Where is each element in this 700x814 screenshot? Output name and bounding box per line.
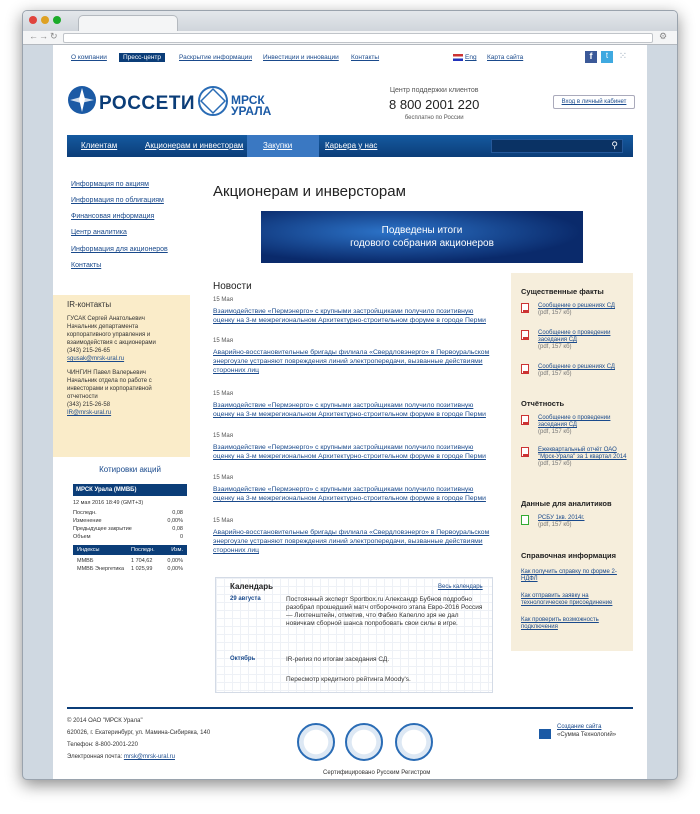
footer-contacts bbox=[67, 715, 210, 763]
grid-icon[interactable]: ⁙ bbox=[618, 51, 628, 62]
rosseti-wordmark: РОССЕТИ bbox=[99, 93, 196, 114]
topnav-press[interactable]: Пресс-центр bbox=[119, 53, 165, 62]
xls-icon bbox=[521, 515, 529, 525]
pdf-icon bbox=[521, 330, 529, 340]
calendar-date: Октябрь bbox=[230, 656, 256, 662]
news-link[interactable]: Взаимодействие «Пермэнерго» с крупными застройщиками получило позитивную оценку на 3-м межрегиональном Архитектурно-строительном форуме в городе Перми bbox=[213, 444, 486, 460]
certification-seal-icon bbox=[345, 723, 383, 761]
leftmenu-shares[interactable]: Информация по акциям bbox=[71, 181, 149, 188]
ir-title: IR-контакты bbox=[67, 300, 112, 309]
index-last: 1 025,99 bbox=[131, 566, 153, 572]
wrench-icon[interactable]: ⚙ bbox=[659, 31, 668, 41]
news-item bbox=[213, 391, 493, 419]
banner-line: годового собрания акционеров bbox=[350, 238, 494, 249]
mrsk-emblem-icon bbox=[193, 85, 233, 117]
news-date: 15 Мая bbox=[213, 518, 233, 524]
mrsk-logo[interactable] bbox=[193, 85, 288, 117]
quote-label: Изменение bbox=[73, 518, 102, 524]
ir-person1-name: ГУСАК Сергей Анатольевич bbox=[67, 316, 145, 322]
index-change: 0,00% bbox=[167, 558, 183, 564]
quote-value: 0,08 bbox=[172, 526, 183, 532]
facts-title: Существенные факты bbox=[521, 287, 604, 296]
doc-meta: (pdf, 157 кб) bbox=[538, 522, 572, 528]
twitter-icon[interactable]: t bbox=[601, 51, 613, 63]
doc-meta: (pdf, 157 кб) bbox=[538, 344, 572, 350]
doc-item bbox=[538, 330, 630, 351]
reference-link[interactable]: Как проверить возможность подключения bbox=[521, 617, 599, 630]
pdf-icon bbox=[521, 364, 529, 374]
back-arrow-icon[interactable]: ← bbox=[29, 31, 38, 41]
ir-person1-role: корпоративного управления и bbox=[67, 332, 151, 338]
nav-career[interactable]: Карьера у нас bbox=[325, 141, 378, 150]
minimize-window-icon[interactable] bbox=[41, 16, 49, 24]
doc-item bbox=[538, 303, 630, 317]
calendar-text: Постоянный эксперт Sportbox.ru Александр Бубнов подробно разобрал прошедший матч отборочного этапа Евро-2016 Россия — Лихтенштейн, отметив, что Фабио Капелло зря не дал новичкам сборной шанса попробовать свои силы в игре. bbox=[286, 596, 483, 627]
quote-label: Последн. bbox=[73, 510, 97, 516]
quote-label: Предыдущее закрытие bbox=[73, 526, 132, 532]
quote-value: 0,00% bbox=[167, 518, 183, 524]
ir-person2-role: инвесторами и корпоративной bbox=[67, 386, 152, 392]
doc-link[interactable]: РСБУ 1кв. 2014г. bbox=[538, 515, 585, 521]
page bbox=[23, 45, 678, 780]
doc-item bbox=[538, 415, 630, 436]
topnav-about[interactable]: О компании bbox=[71, 54, 107, 61]
calendar-text: IR-релиз по итогам заседания СД. bbox=[286, 656, 390, 663]
cabinet-button[interactable]: Вход в личный кабинет bbox=[553, 95, 635, 109]
reference-link[interactable]: Как отправить заявку на технологическое присоединение bbox=[521, 593, 613, 606]
doc-link[interactable]: Сообщение о решениях СД bbox=[538, 303, 615, 309]
leftmenu-analyst[interactable]: Центр аналитика bbox=[71, 229, 127, 236]
th-change: Изм. bbox=[171, 547, 183, 553]
search-icon[interactable]: ⚲ bbox=[611, 140, 618, 150]
calendar-date: 29 августа bbox=[230, 596, 261, 602]
doc-meta: (pdf, 157 кб) bbox=[538, 429, 572, 435]
index-name: ММВБ bbox=[77, 558, 94, 564]
news-date: 15 Мая bbox=[213, 475, 233, 481]
doc-item bbox=[538, 364, 630, 378]
doc-link[interactable]: Сообщение о проведении заседания СД bbox=[538, 415, 611, 428]
footer-phone: Телефон: 8-800-2001-220 bbox=[67, 742, 138, 748]
analysts-title: Данные для аналитиков bbox=[521, 499, 612, 508]
th-index: Индексы bbox=[77, 547, 100, 553]
news-item bbox=[213, 297, 493, 325]
banner-line: Подведены итоги bbox=[381, 225, 463, 236]
search-input[interactable] bbox=[491, 139, 623, 153]
ir-person2-role: отчетности bbox=[67, 394, 98, 400]
index-row bbox=[73, 558, 187, 566]
quote-row bbox=[73, 526, 187, 534]
main-nav bbox=[67, 135, 633, 157]
ir-contacts-box bbox=[53, 295, 190, 457]
reload-icon[interactable]: ↻ bbox=[50, 31, 58, 41]
leftmenu-contacts[interactable]: Контакты bbox=[71, 262, 102, 269]
quotes-index-header bbox=[73, 545, 187, 555]
ir-person2-email[interactable]: IR@mrsk-ural.ru bbox=[67, 410, 112, 416]
calendar-all-link[interactable]: Весь календарь bbox=[438, 584, 483, 590]
doc-meta: (pdf, 157 кб) bbox=[538, 371, 572, 377]
lang-link[interactable]: Eng bbox=[465, 54, 477, 61]
ir-person1-role: Начальник департамента bbox=[67, 324, 139, 330]
quote-value: 0,08 bbox=[172, 510, 183, 516]
quotes-widget bbox=[73, 465, 187, 574]
index-name: ММВБ Энергетика bbox=[77, 566, 125, 572]
footer-email-row bbox=[67, 751, 210, 763]
news-item bbox=[213, 475, 493, 503]
quote-label: Объем bbox=[73, 534, 91, 540]
developer-name: «Сумма Технологий» bbox=[557, 732, 617, 738]
topnav-disclosure[interactable]: Раскрытие информации bbox=[179, 54, 253, 61]
quote-value: 0 bbox=[179, 534, 183, 540]
footer-developer bbox=[557, 723, 616, 739]
tab-bar bbox=[23, 11, 677, 31]
news-title: Новости bbox=[213, 281, 252, 292]
index-row bbox=[73, 566, 187, 574]
news-item bbox=[213, 518, 493, 555]
calendar-text: Пересмотр кредитного рейтинга Moody's. bbox=[286, 676, 411, 683]
pdf-icon bbox=[521, 447, 529, 457]
reports-title: Отчётность bbox=[521, 399, 565, 408]
mrsk-wordmark: МРСК УРАЛА bbox=[231, 93, 272, 118]
th-last: Последн. bbox=[131, 547, 155, 553]
footer-email[interactable]: mrsk@mrsk-ural.ru bbox=[123, 754, 175, 760]
facebook-icon[interactable]: f bbox=[585, 51, 597, 63]
pdf-icon bbox=[521, 415, 529, 425]
calendar-block bbox=[215, 577, 493, 693]
quotes-header: МРСК Урала (ММВБ) bbox=[73, 484, 187, 496]
leftmenu-bonds[interactable]: Информация по облигациям bbox=[71, 197, 164, 204]
reference-title: Справочная информация bbox=[521, 551, 617, 560]
close-window-icon[interactable] bbox=[29, 16, 37, 24]
rosseti-emblem-icon bbox=[67, 85, 97, 115]
quote-row bbox=[73, 534, 187, 542]
footer-email-label: Электронная почта: bbox=[67, 754, 123, 760]
right-sidebar bbox=[511, 273, 633, 651]
leftmenu-financial[interactable]: Финансовая информация bbox=[71, 213, 155, 220]
doc-meta: (pdf, 157 кб) bbox=[538, 461, 572, 467]
news-date: 15 Мая bbox=[213, 391, 233, 397]
doc-link[interactable]: Сообщение о решениях СД bbox=[538, 364, 615, 370]
address-bar[interactable] bbox=[63, 33, 653, 43]
nav-shareholders[interactable]: Акционерам и инвесторам bbox=[145, 141, 244, 150]
quote-row bbox=[73, 518, 187, 526]
leftmenu-shareholders[interactable]: Информация для акционеров bbox=[71, 246, 168, 253]
browser-tab[interactable] bbox=[78, 15, 178, 31]
news-date: 15 Мая bbox=[213, 338, 233, 344]
support-title: Центр поддержки клиентов bbox=[389, 87, 479, 94]
site-sheet bbox=[53, 45, 647, 780]
news-date: 15 Мая bbox=[213, 297, 233, 303]
ir-person2-role: Начальник отдела по работе с bbox=[67, 378, 152, 384]
doc-meta: (pdf, 157 кб) bbox=[538, 310, 572, 316]
iqnet-seal-icon bbox=[395, 723, 433, 761]
doc-item bbox=[538, 515, 630, 529]
ir-person1-email[interactable]: sgusak@mrsk-ural.ru bbox=[67, 356, 125, 362]
news-link[interactable]: Взаимодействие «Пермэнерго» с крупными застройщиками получило позитивную оценку на 3-м межрегиональном Архитектурно-строительном форуме в городе Перми bbox=[213, 308, 486, 324]
support-phone: 8 800 2001 220 bbox=[389, 97, 480, 112]
quotes-date: 12 мая 2016 18:49 (GMT+3) bbox=[73, 500, 144, 506]
flag-uk-icon bbox=[453, 54, 463, 61]
calendar-title: Календарь bbox=[230, 582, 274, 591]
forward-arrow-icon[interactable]: → bbox=[39, 31, 48, 41]
index-last: 1 704,62 bbox=[131, 558, 153, 564]
ir-person1-phone: (343) 215-26-65 bbox=[67, 348, 111, 354]
news-link[interactable]: Взаимодействие «Пермэнерго» с крупными застройщиками получило позитивную оценку на 3-м межрегиональном Архитектурно-строительном форуме в городе Перми bbox=[213, 402, 486, 418]
news-link[interactable]: Взаимодействие «Пермэнерго» с крупными застройщиками получило позитивную оценку на 3-м межрегиональном Архитектурно-строительном форуме в городе Перми bbox=[213, 486, 486, 502]
browser-window bbox=[22, 10, 678, 780]
nav-clients[interactable]: Клиентам bbox=[81, 141, 118, 150]
maximize-window-icon[interactable] bbox=[53, 16, 61, 24]
pdf-icon bbox=[521, 303, 529, 313]
index-change: 0,00% bbox=[167, 566, 183, 572]
support-block bbox=[389, 87, 479, 121]
nav-purchases[interactable]: Закупки bbox=[263, 141, 293, 150]
ir-person2-phone: (343) 215-26-58 bbox=[67, 402, 111, 408]
address-row bbox=[23, 31, 677, 45]
developer-link[interactable]: Создание сайта bbox=[557, 724, 602, 730]
news-link[interactable]: Аварийно-восстановительные бригады филиала «Свердловэнерго» в Первоуральском энергоузле устраняют повреждения линий электропередачи, вызванные действиями сторонних лиц bbox=[213, 529, 490, 554]
ir-person1-role: взаимодействия с акционерами bbox=[67, 340, 156, 346]
topnav-contacts[interactable]: Контакты bbox=[351, 54, 380, 61]
footer-copyright: © 2014 ОАО "МРСК Урала" bbox=[67, 718, 143, 724]
footer-cert: Сертифицировано Русским Регистром bbox=[323, 770, 431, 776]
doc-item bbox=[538, 447, 630, 468]
rosseti-logo[interactable] bbox=[67, 85, 97, 117]
news-item bbox=[213, 338, 493, 375]
reference-link[interactable]: Как получить справку по форме 2-НДФЛ bbox=[521, 569, 617, 582]
topnav-investments[interactable]: Инвестиции и инновации bbox=[263, 54, 339, 61]
support-note: бесплатно по России bbox=[404, 115, 464, 121]
doc-link[interactable]: Сообщение о проведении заседания СД bbox=[538, 330, 611, 343]
news-item bbox=[213, 433, 493, 461]
ir-person2-name: ЧИНГИН Павел Валерьевич bbox=[67, 370, 146, 376]
sitemap-link[interactable]: Карта сайта bbox=[487, 54, 524, 61]
promo-banner[interactable] bbox=[261, 211, 583, 263]
quotes-title: Котировки акций bbox=[99, 465, 161, 474]
developer-logo-icon bbox=[539, 729, 551, 739]
page-title: Акционерам и инверсторам bbox=[213, 183, 406, 200]
footer-rule bbox=[67, 707, 633, 709]
news-link[interactable]: Аварийно-восстановительные бригады филиала «Свердловэнерго» в Первоуральском энергоузле устраняют повреждения линий электропередачи, вызванные действиями сторонних лиц bbox=[213, 349, 490, 374]
quote-row bbox=[73, 510, 187, 518]
doc-link[interactable]: Ежеквартальный отчёт ОАО "Мрск-Урала" за 1 квартал 2014 bbox=[538, 447, 627, 460]
news-date: 15 Мая bbox=[213, 433, 233, 439]
footer-address: 620026, г. Екатеринбург, ул. Мамина-Сибиряка, 140 bbox=[67, 730, 211, 736]
certification-seal-icon bbox=[297, 723, 335, 761]
